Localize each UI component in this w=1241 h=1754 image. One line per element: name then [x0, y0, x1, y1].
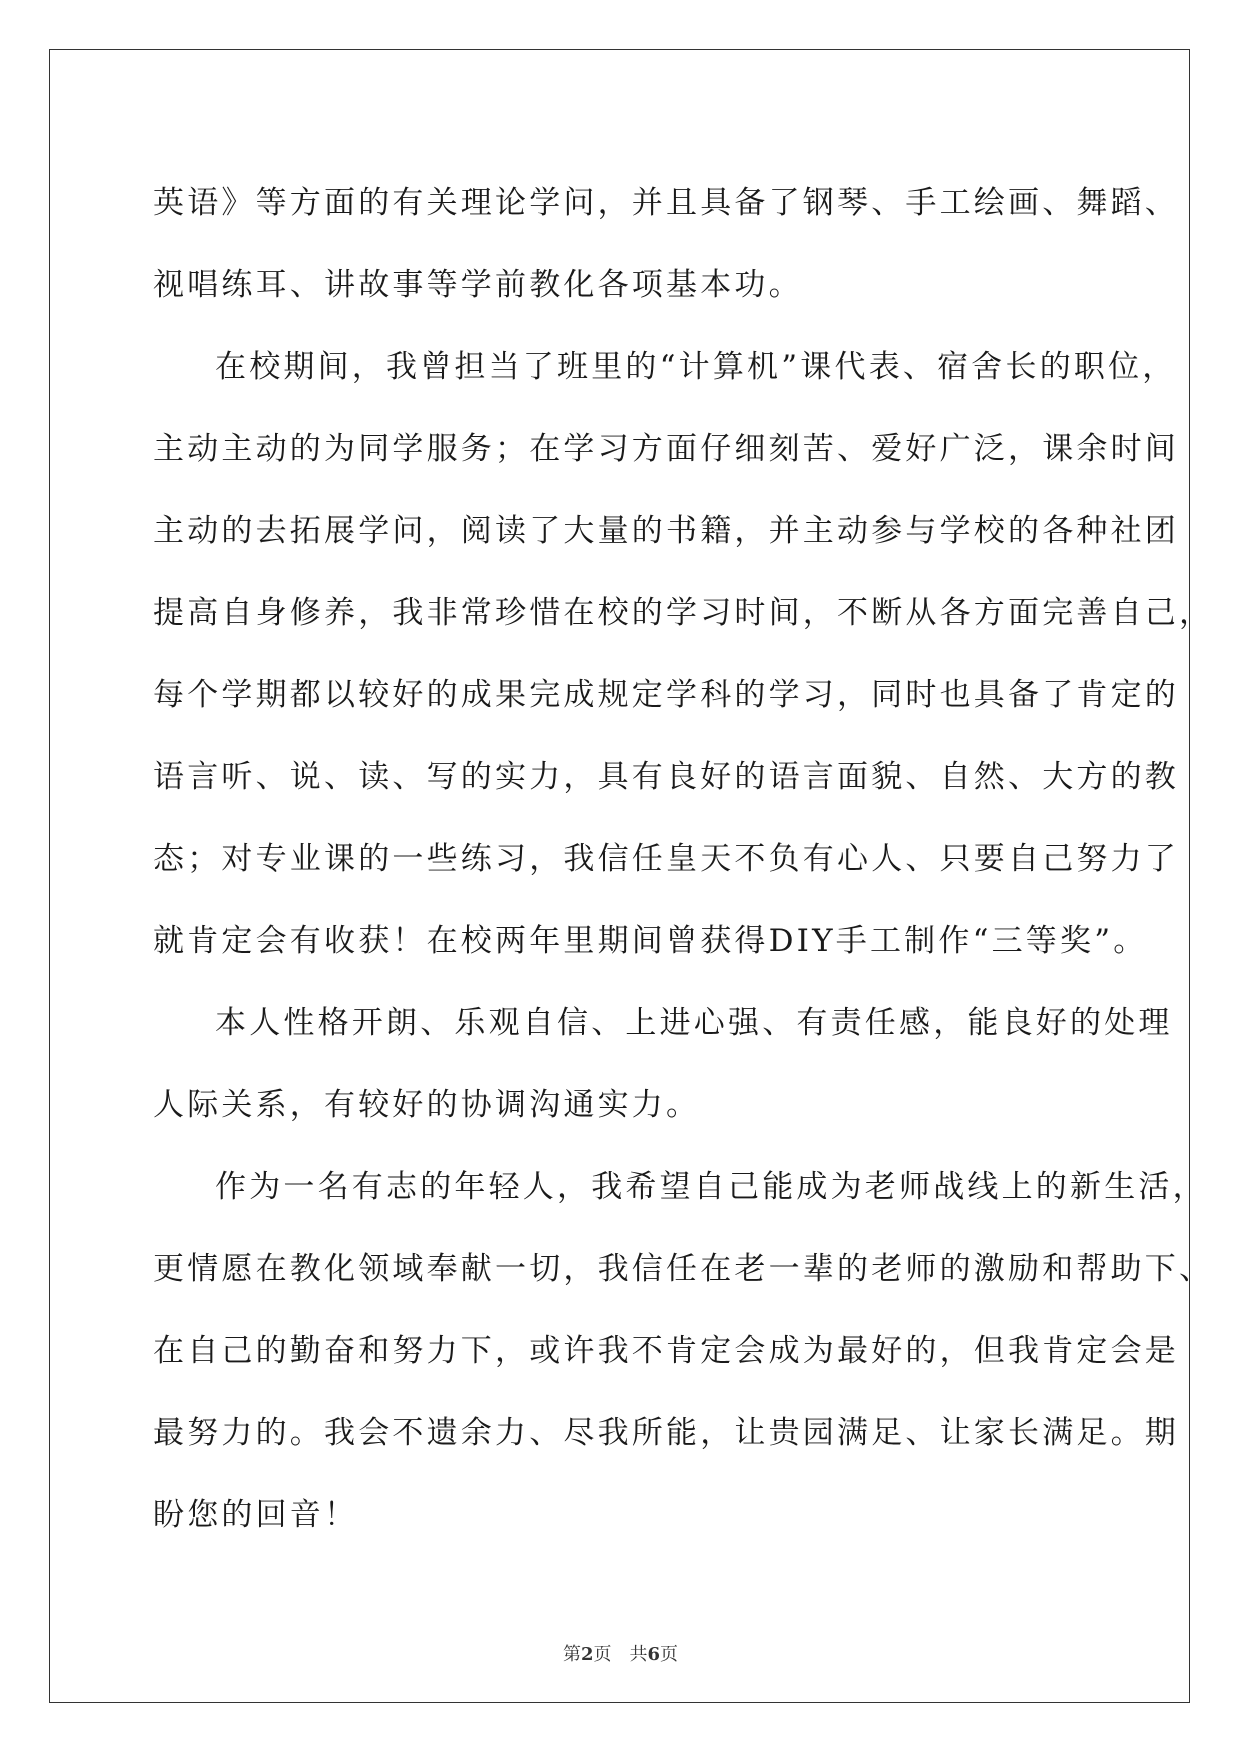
total-pages: 6 — [647, 1644, 661, 1665]
text-line: 主动主动的为同学服务；在学习方面仔细刻苦、爱好广泛，课余时间 — [153, 431, 1179, 467]
text-line: 本人性格开朗、乐观自信、上进心强、有责任感，能良好的处理 — [215, 1005, 1173, 1041]
text-line: 在校期间，我曾担当了班里的“计算机”课代表、宿舍长的职位， — [215, 349, 1177, 385]
text-line: 盼您的回音！ — [153, 1497, 359, 1533]
text-line: 最努力的。我会不遗余力、尽我所能，让贵园满足、让家长满足。期 — [153, 1415, 1179, 1451]
text-line: 人际关系，有较好的协调沟通实力。 — [153, 1087, 701, 1123]
text-line: 就肯定会有收获！在校两年里期间曾获得DIY手工制作“三等奖”。 — [153, 923, 1148, 959]
text-line: 更情愿在教化领域奉献一切，我信任在老一辈的老师的激励和帮助下、 — [153, 1251, 1214, 1287]
paragraph-2 — [153, 326, 1214, 982]
paragraph-3 — [153, 982, 1173, 1146]
text-line: 主动的去拓展学问，阅读了大量的书籍，并主动参与学校的各种社团 — [153, 513, 1179, 549]
text-line: 每个学期都以较好的成果完成规定学科的学习，同时也具备了肯定的 — [153, 677, 1179, 713]
text-line: 英语》等方面的有关理论学问，并且具备了钢琴、手工绘画、舞蹈、 — [153, 185, 1179, 221]
text-line: 提高自身修养，我非常珍惜在校的学习时间，不断从各方面完善自己， — [153, 595, 1214, 631]
total-prefix: 共 — [629, 1644, 648, 1665]
page-prefix: 第 — [562, 1644, 581, 1665]
text-line: 视唱练耳、讲故事等学前教化各项基本功。 — [153, 267, 803, 303]
text-line: 作为一名有志的年轻人，我希望自己能成为老师战线上的新生活， — [215, 1169, 1207, 1205]
page-footer — [0, 1640, 1241, 1666]
page-number: 2 — [580, 1644, 594, 1665]
paragraph-1 — [153, 162, 1179, 326]
document-body — [153, 162, 1214, 1556]
total-suffix: 页 — [660, 1644, 679, 1665]
paragraph-4 — [153, 1146, 1214, 1556]
page-suffix: 页 — [593, 1644, 612, 1665]
text-line: 语言听、说、读、写的实力，具有良好的语言面貌、自然、大方的教 — [153, 759, 1179, 795]
text-line: 态；对专业课的一些练习，我信任皇天不负有心人、只要自己努力了 — [153, 841, 1179, 877]
text-line: 在自己的勤奋和努力下，或许我不肯定会成为最好的，但我肯定会是 — [153, 1333, 1179, 1369]
